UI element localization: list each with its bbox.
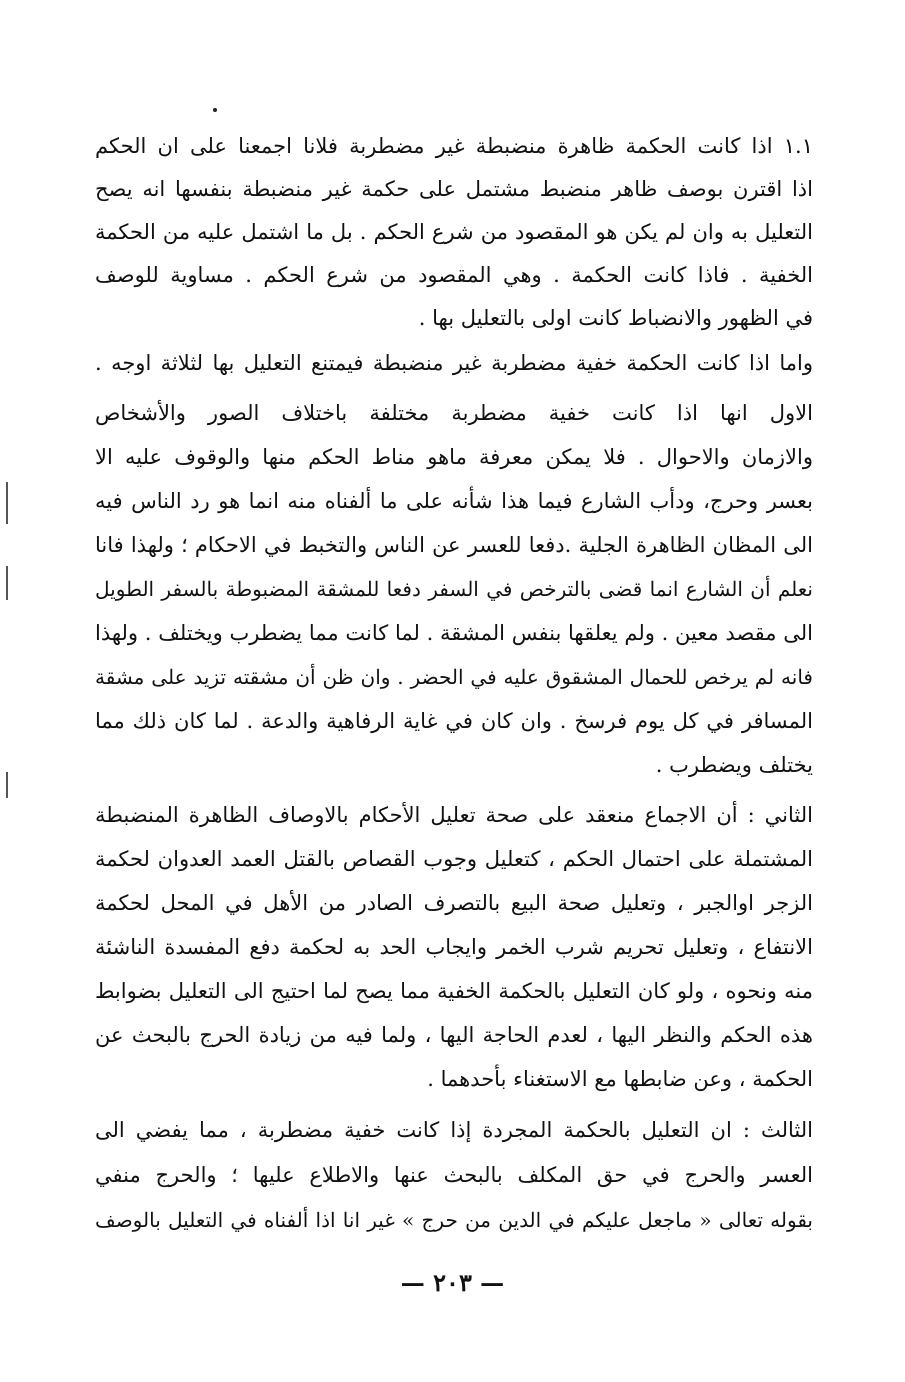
margin-mark (6, 566, 8, 600)
text-line-6: واما اذا كانت الحكمة خفية مضطربة غير منضبطة فيمتنع التعليل بها لثلاثة اوجه . (95, 351, 813, 375)
text-line-19: الانتفاع ، وتعليل تحريم شرب الخمر وايجاب الحد به لحكمة دفع المفسدة الناشئة (95, 935, 813, 959)
text-line-25: بقوله تعالى « ماجعل عليكم في الدين من حرج » غير انا اذا ألفناه في التعليل بالوصف (95, 1208, 813, 1232)
margin-mark (6, 482, 8, 524)
text-line-22: الحكمة ، وعن ضابطها مع الاستغناء بأحدهما . (427, 1067, 813, 1091)
text-line-14: المسافر في كل يوم فرسخ . وان كان في غاية الرفاهية والدعة . لما كان ذلك مما (95, 709, 813, 733)
text-line-10: الى المظان الظاهرة الجلية .دفعا للعسر عن الناس والتخبط في الاحكام ؛ ولهذا فانا (95, 533, 813, 557)
text-line-8: والازمان والاحوال . فلا يمكن معرفة ماهو مناط الحكم منها والوقوف عليه الا (95, 445, 813, 469)
text-line-23: الثالث : ان التعليل بالحكمة المجردة إذا كانت خفية مضطربة ، مما يفضي الى (95, 1118, 813, 1142)
text-line-4: الخفية . فاذا كانت الحكمة . وهي المقصود من شرع الحكم . مساوية للوصف (95, 263, 813, 287)
page-number: — ٢٠٣ — (400, 1268, 505, 1297)
text-line-9: بعسر وحرج، ودأب الشارع فيما هذا شأنه على ما ألفناه منه انما هو رد الناس فيه (95, 489, 813, 513)
margin-mark (6, 772, 8, 798)
text-line-5: في الظهور والانضباط كانت اولى بالتعليل بها . (418, 306, 813, 330)
ink-speck (213, 108, 217, 112)
text-line-7: الاول انها اذا كانت خفية مضطربة مختلفة باختلاف الصور والأشخاص (95, 401, 813, 425)
text-line-3: التعليل به وان لم يكن هو المقصود من شرع الحكم . بل ما اشتمل عليه من الحكمة (95, 220, 813, 244)
text-line-17: المشتملة على احتمال الحكم ، كتعليل وجوب القصاص بالقتل العمد العدوان لحكمة (95, 847, 813, 871)
text-line-11: نعلم أن الشارع انما قضى بالترخص في السفر دفعا للمشقة المضبوطة بالسفر الطويل (95, 577, 813, 601)
text-line-2: اذا اقترن بوصف ظاهر منضبط مشتمل على حكمة غير منضبطة بنفسها انه يصح (95, 177, 813, 201)
text-line-16: الثاني : أن الاجماع منعقد على صحة تعليل الأحكام بالاوصاف الظاهرة المنضبطة (95, 803, 813, 827)
text-line-1: ١.١ اذا كانت الحكمة ظاهرة منضبطة غير مضطربة فلانا اجمعنا على ان الحكم (95, 134, 813, 158)
text-line-21: هذه الحكم والنظر اليها ، لعدم الحاجة اليها ، ولما فيه من زيادة الحرج بالبحث عن (95, 1023, 813, 1047)
text-line-18: الزجر اوالجبر ، وتعليل صحة البيع بالتصرف الصادر من الأهل في المحل لحكمة (95, 891, 813, 915)
text-line-12: الى مقصد معين . ولم يعلقها بنفس المشقة . لما كانت مما يضطرب ويختلف . ولهذا (95, 621, 813, 645)
text-line-20: منه ونحوه ، ولو كان التعليل بالحكمة الخفية مما يصح لما احتيج الى التعليل بضوابط (95, 979, 813, 1003)
text-line-15: يختلف ويضطرب . (655, 753, 813, 777)
text-line-24: العسر والحرج في حق المكلف بالبحث عنها والاطلاع عليها ؛ والحرج منفي (95, 1163, 813, 1187)
text-line-13: فانه لم يرخص للحمال المشقوق عليه في الحضر . وان ظن أن مشقته تزيد على مشقة (95, 665, 813, 689)
